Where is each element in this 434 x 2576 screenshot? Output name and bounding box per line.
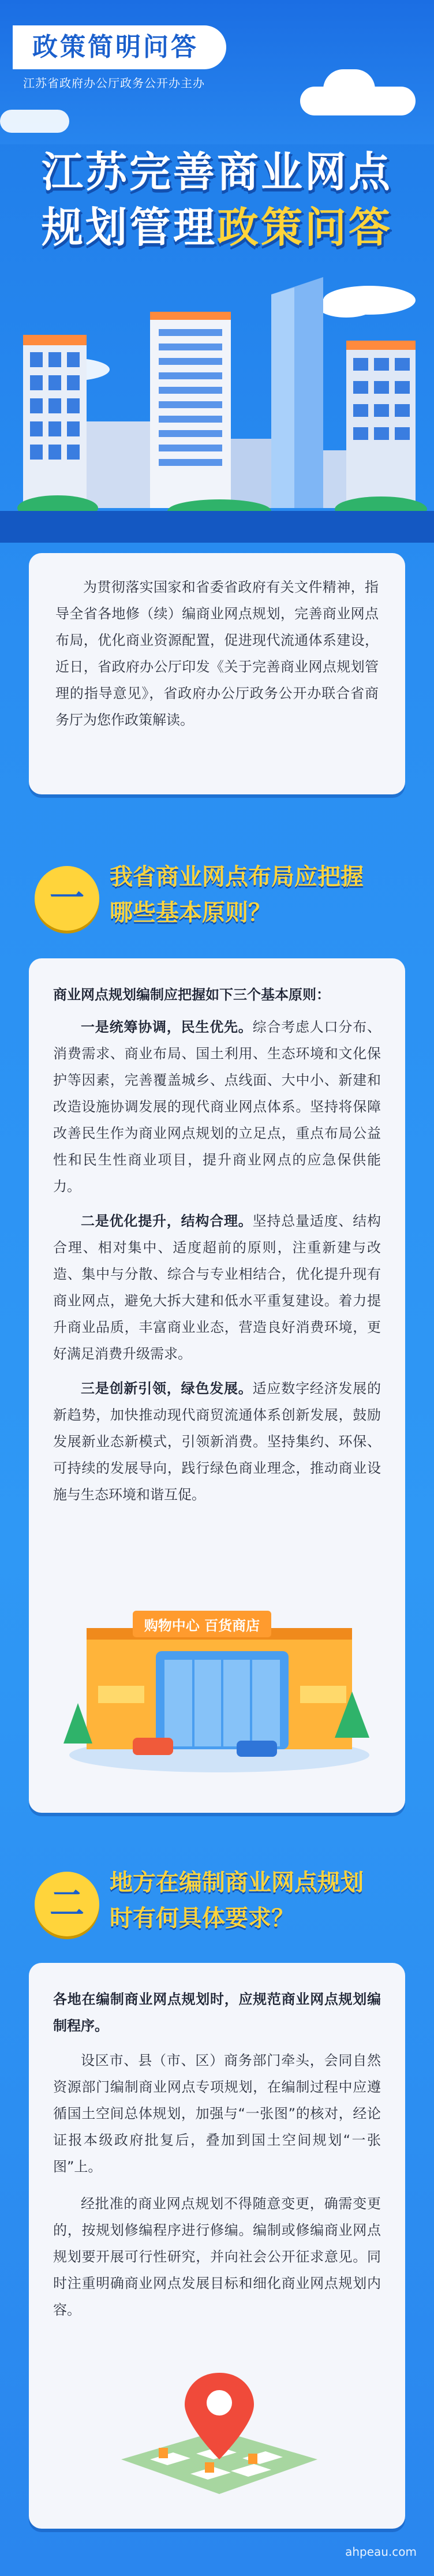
intro-card — [29, 553, 405, 794]
page-title — [0, 144, 434, 255]
section-2-question: 地方在编制商业网点规划 时有何具体要求？ — [110, 1869, 364, 1932]
principle-3: 三是创新引领，绿色发展。适应数字经济发展的新趋势，加快推动现代商贸流通体系创新发展，鼓励发展新业态新模式，引领新消费。坚持集约、环保、可持续的发展导向，践行绿色商业理念，推动商业设施与生态环境和谐互促。 — [53, 1380, 381, 1503]
shopping-mall-illustration — [63, 1582, 375, 1778]
section-1-card — [29, 958, 405, 1813]
title-line2 — [0, 200, 434, 255]
intro-text: 为贯彻落实国家和省委省政府有关文件精神，指导全省各地修（续）编商业网点规划，完善商业网点布局，优化商业资源配置，促进现代流通体系建设，近日，省政府办公厅印发《关于完善商业网点规划管理的指导意见》，省政府办公厅政务公开办联合省商务厅为您作政策解读。 — [55, 579, 379, 728]
section-2-lead: 各地在编制商业网点规划时，应规范商业网点规划编制程序。 — [53, 1991, 381, 2034]
principle-2: 二是优化提升，结构合理。坚持总量适度、结构合理、相对集中、适度超前的原则，注重新建与改造、集中与分散、综合与专业相结合，优化提升现有商业网点，避免大拆大建和低水平重复建设。着力提升商业品质，丰富商业业态，营造良好消费环境，更好满足消费升级需求。 — [53, 1213, 381, 1362]
principle-1: 一是统筹协调，民生优先。综合考虑人口分布、消费需求、商业布局、国土利用、生态环境和文化保护等因素，完善覆盖城乡、点线面、大中小、新建和改造设施协调发展的现代商业网点体系。坚持将保障改善民生作为商业网点规划的立足点，重点布局公益性和民生性商业项目，提升商业网点的应急保供能力。 — [53, 1019, 381, 1194]
section-2-paragraph-1: 设区市、县（市、区）商务部门牵头，会同自然资源部门编制商业网点专项规划，在编制过程中应遵循国土空间总体规划，加强与“一张图”的核对，经论证报本级政府批复后，叠加到国土空间规划“一张图”上。 — [53, 2052, 381, 2175]
map-pin-illustration — [98, 2367, 341, 2517]
section-1-header — [35, 854, 404, 941]
column-subtag: 江苏省政府办公厅政务公开办主办 — [23, 76, 205, 90]
section-1-lead: 商业网点规划编制应把握如下三个基本原则： — [53, 987, 330, 1003]
column-tag: 政策简明问答 — [13, 25, 226, 69]
section-1-question: 我省商业网点布局应把握 哪些基本原则？ — [110, 864, 364, 926]
title-line1: 江苏完善商业网点 — [41, 148, 392, 196]
watermark: ahpeau.com — [345, 2545, 417, 2559]
cloud-decoration — [0, 110, 69, 133]
section-number-badge: 二 — [35, 1872, 99, 1936]
title-line2-plain: 规划管理 — [41, 203, 217, 252]
city-skyline-illustration — [0, 277, 434, 543]
section-2-paragraph-2: 经批准的商业网点规划不得随意变更，确需变更的，按规划修编程序进行修编。编制或修编商业网点规划要开展可行性研究，并向社会公开征求意见。同时注重明确商业网点发展目标和细化商业网点规划内容。 — [53, 2196, 381, 2318]
section-2-card — [29, 1963, 405, 2529]
section-2-header — [35, 1860, 404, 1947]
header-banner — [0, 0, 434, 144]
section-number-badge: 一 — [35, 866, 99, 931]
title-line2-highlight: 政策问答 — [217, 203, 393, 252]
mall-sign: 购物中心 百货商店 — [144, 1618, 260, 1634]
cloud-decoration — [323, 69, 375, 110]
